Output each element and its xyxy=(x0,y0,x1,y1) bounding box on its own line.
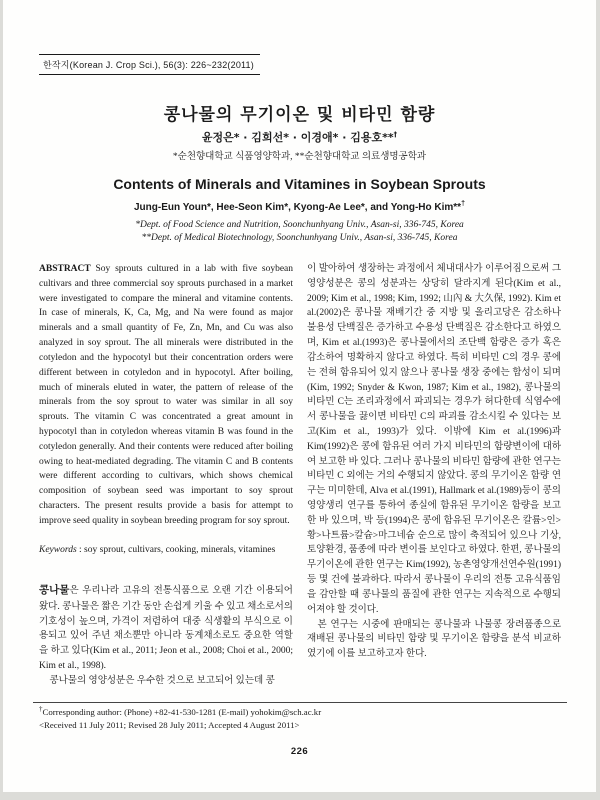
authors-english xyxy=(3,202,596,213)
footnote-corresponding-author xyxy=(39,706,559,719)
abstract-text: Soy sprouts cultured in a lab with five soybean cultivars and three commercial soy sprouts purchased in a market were investigated to compare the mineral and vitamine contents. In case of minerals, K, Ca, Mg, and Na were found as major minerals and a small quantity of Fe, Zn, Mn, and Cu was also analyzed in soy sprout. The all minerals were distributed in the cotyledon and the hypocotyl but their concentration orders were different between in cotyledon and in hypocotyl. After boiling, much of minerals eluted in water, the pattern of release of the minerals from the soy sprout to water was similar in all soy sprouts. The vitamin C was concentrated a great amount in hypocotyl than in cotyledon whereas vitamin B was found in the cotyledon generally. And their contents were reduced after boiling owing to heat-mediated degrading. The vitamin C and B contents were different according to cultivars, which shows chemical composition of soybean seed was important to soy sprout characters. The present results provide a basis for attempt to improve seed quality in soybean breeding program for soy sprout. xyxy=(39,264,293,526)
intro-paragraph-1 xyxy=(39,583,293,673)
authors-korean-text: 윤정은* · 김희선* · 이경애* · 김용호** xyxy=(201,131,394,144)
abstract-paragraph xyxy=(39,262,293,529)
right-paragraph-2: 본 연구는 시중에 판매되는 콩나물과 나물콩 장려품종으로 재배된 콩나물의 비타민 함량 및 무기이온 함량을 분석 비교하였기에 이를 보고하고자 한다. xyxy=(307,619,561,660)
paper-title-korean: 콩나물의 무기이온 및 비타민 함량 xyxy=(163,105,436,125)
keywords-text: : soy sprout, cultivars, cooking, minerals, vitamines xyxy=(76,544,276,555)
corresponding-author-dagger-en: † xyxy=(461,200,465,208)
left-column xyxy=(39,262,293,694)
abstract-label: ABSTRACT xyxy=(39,264,91,274)
page-number: 226 xyxy=(290,746,309,757)
affiliations-korean: *순천향대학교 식품영양학과, **순천향대학교 의료생명공학과 xyxy=(172,152,427,162)
affiliation-english-2: **Dept. of Medical Biotechnology, Soonchunhyang Univ., Asan-si, 336-745, Korea xyxy=(141,232,458,243)
right-paragraph-1: 이 발아하여 생장하는 과정에서 체내대사가 이루어짐으로써 그 영양성분은 콩의 성분과는 상당히 달라지게 된다(Kim et al., 2009; Kim et al., 1998; Kim, 1992; 山內 & 大久保, 1992). Kim et al.(2002)은 콩나물 재배기간 중 지방 및 올리고당은 감소하나 불용성 단백질은 증가하고 수용성 단백질은 감소한다고 하였으며, Kim et al.(1993)은 콩나물에서의 조단백 함량은 증가 혹은 감소하여 명확하지 않다고 하였다. 특히 비타민 C의 경우 콩에는 전혀 함유되어 있지 않으나 콩나물 생장 중에는 합성이 되며(Kim, 1992; Snyder & Kwon, 1987; Kim et al., 1982), 콩나물의 비타민 C는 조리과정에서 파괴되는 경우가 허다한데 식염수에서 콩나물을 끓이면 비타민 C의 파괴를 감소시킬 수 있다는 보고(Kim et al., 1993)가 있다. 이밖에 Kim et al.(1996)과 Kim(1992)은 콩에 함유된 여러 가지 비타민의 함량변이에 대하여 보고한 바 있다. 그러나 콩나물의 비타민 함량에 관한 연구는 비타민 C 외에는 거의 수행되지 않았다. 콩의 무기이온 함량 연구는 미미한데, Alva et al.(1991), Hallmark et al.(1989)등이 콩의 영양생리 연구를 통하여 종실에 함유된 무기이온 함량을 보고한 바 있으며, 박 등(1994)은 콩에 함유된 무기이온은 칼륨>인>황>나트륨>칼슘>마그네슘 순으로 많이 축적되어 있으나 기상, 토양환경, 품종에 따라 변이를 보인다고 하였다. 한편, 콩나물의 무기이온에 관한 연구는 Kim(1992), 농촌영양개선연수원(1991) 등 몇 건에 불과하다. 따라서 콩나물이 우리의 전통 고유식품임을 감안할 때 콩나물의 품질에 관한 연구는 지속적으로 수행되어져야 할 것이다. xyxy=(307,264,561,615)
journal-reference xyxy=(39,54,260,75)
affiliations-english xyxy=(3,219,596,245)
corresponding-author-dagger: † xyxy=(393,130,398,139)
authors-korean xyxy=(3,129,596,145)
footnote-divider xyxy=(33,702,567,703)
intro-paragraph-2: 콩나물의 영양성분은 우수한 것으로 보고되어 있는데 콩 xyxy=(49,675,275,686)
authors-english-text: Jung-Eun Youn*, Hee-Seon Kim*, Kyong-Ae Lee*, and Yong-Ho Kim** xyxy=(134,202,462,213)
scanned-paper-page xyxy=(3,0,596,792)
intro-paragraph-1-text: 은 우리나라 고유의 전통식품으로 오랜 기간 이용되어 왔다. 콩나물은 짧은 기간 동안 손쉽게 키울 수 있고 채소로서의 기호성이 높으며, 가격이 저렴하여 대중 식생활의 부식으로 이용되고 있어 주년 채소뿐만 아니라 동계채소로도 중요한 역할을 하고 있다(Kim et al., 2011; Jeon et al., 2008; Choi et al., 2000; Kim et al., 1998). xyxy=(39,586,293,672)
intro-lead-word: 콩나물 xyxy=(39,585,70,597)
footnote-dagger: † xyxy=(39,705,43,714)
journal-reference-text: 한작지(Korean J. Crop Sci.), 56(3): 226~232(2011) xyxy=(43,60,254,70)
right-column xyxy=(307,262,561,694)
footnote xyxy=(39,706,559,732)
footnote-line-1: Corresponding author: (Phone) +82-41-530-1281 (E-mail) yohokim@sch.ac.kr xyxy=(42,707,322,717)
paper-title-english: Contents of Minerals and Vitamines in Soybean Sprouts xyxy=(113,176,486,192)
affiliation-english-1: *Dept. of Food Science and Nutrition, Soonchunhyang Univ., Asan-si, 336-745, Korea xyxy=(135,220,464,230)
footnote-dates: <Received 11 July 2011; Revised 28 July 2011; Accepted 4 August 2011> xyxy=(39,720,300,731)
keywords-line xyxy=(39,543,293,558)
body-columns xyxy=(39,262,561,694)
keywords-label: Keywords xyxy=(39,544,77,555)
